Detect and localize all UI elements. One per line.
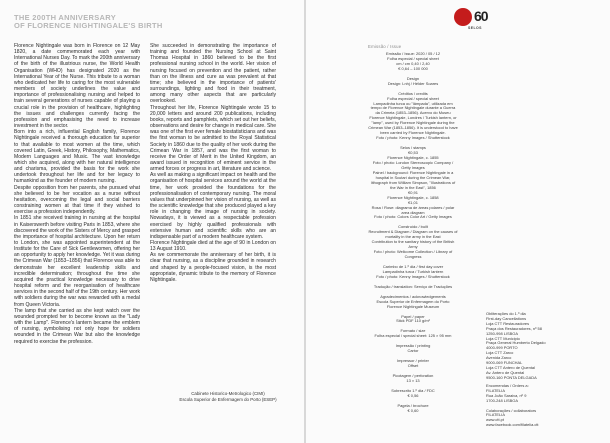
ctt-logo xyxy=(454,6,494,34)
caption-line-2: Escola Superior de Enfermagem do Porto (ESEP) xyxy=(179,396,277,402)
logo-number: 60 xyxy=(474,8,488,24)
technical-credits: Emissão / Issue: 2020 / 05 / 12 Folha especial / special sheet cm / cm 0,40 / 2,40 € 0,64 – 100 000 Design Design: Lnhj / Hélder Soares Créditos / credits Folha especial / special sheet Lampadinha turca ou "lâmpada", utilizada em tempo de Florence Nightingale durante a Guerra da Crimeia (1853–1856). Acervo do Museu Florence Nightingale, Londres / Turkish lantern, or "lamp", used by Florence Nightingale during the Crimean War (1853–1856). It is understood to have been carried by Florence Nightingale. Foto / photo: Kenny Images / Shutterstock Selos / stamps €0,53 Florence Nightingale, c. 1855 Foto / photo: London Stereoscopic Company / Getty Images Painel / background: Florence Nightingale in a hospital in Scutari during the Crimean War, lithograph from William Simpson, "Illustrations of the War in the East", 1856 €0,91 Florence Nightingale, c. 1858 €1,01 Rosa / Rose: diagrama de áreas polares / polar area diagram Foto / photo: Colors Color Art / Getty Images Construído / built Recruitment & Diagram / Diagram on the causes of mortality in the army in the East Contribution to the sanitary history of the British Army Foto / photo: Wellcome Collection / Library of Congress Carimbo de 1.º dia / first day cover Lampadinha turca / Turkish lantern Foto / photo: Kenny Images / Shutterstock Tradução / translation: Serviço de Traduções Agradecimentos / acknowledgements Escola Superior de Enfermagem do Porto Florence Nightingale Museum Papel / paper Stick PDF 110 g/m² Formato / size Folha especial / special sheet: 125 × 95 mm Impressão / printing Cartor Impressor / printer Offset Picotagem / perforation 13 × 13 Sobrescrito 1.º dia / FDC € 0,56 Pagela / brochure € 0,60 xyxy=(368,51,458,413)
image-caption xyxy=(178,391,278,403)
page-title xyxy=(14,14,163,30)
orders-collaborators: Encomendas / Orders a: FILATELIA Rua João Saraiva, nº 9 1700-248 LISBOA Colaborações / collaborators FILATELIA www.ctt.pt www.facebook.com/filatelia.ctt xyxy=(486,383,539,428)
first-day-cancellations: Obliterações do 1.º dia First-day Cancellations Loja CTT Restauradores Praça dos Restauradores, nº 58 1250-998 LISBOA Loja CTT Municipio Praça General Humberto Delgado 4000-999 PORTO Loja CTT Zarco Avenida Zarco 9000-069 FUNCHAL Loja CTT Antero de Quental Av. Antero de Quental 9500-160 PONTA DELGADA xyxy=(486,311,546,380)
title-line-1: THE 200TH ANNIVERSARY xyxy=(14,13,117,22)
caption-line-1: Cabinete Historico-Metrologico (CIMI) xyxy=(191,391,265,396)
article-column-2: She succeeded in demonstrating the importance of training and founded the Nursing School at Saint Thomas Hospital in 1860 believed to be the first professional nursing school in the world. Her vision of nursing focused on prevention and the patient, rather than on the illness and cure as was prevalent at that time; she believed in the importance of patients' surroundings, lighting and food in their treatment, among many other aspects that are particularly overlooked. Throughout her life, Florence Nightingale wrote 15 to 20,000 letters and around 200 publications, including books, reports and pamphlets, which set out her beliefs, observations and desire for change in medical care. She was one of the first ever female biostatisticians and was the first woman to be admitted to the Royal Statistical Society in 1860 due to the quality of her work during the Crimean War in 1857, and was the first woman to receive the Order of Merit in the United Kingdom, an award issued in recognition of eminent service in the armed forces or progress in art, literature and science. As well as making a significant impact on health and the organisation of hospital services around the world at the time, her work provided the foundations for the professionalisation of contemporary nursing. The moral values that underpinned her vision of nursing, as well as the scientific knowledge that she produced played a key role in changing the image of nursing in society. Nowadays, it is viewed as a respectable profession exercised by highly qualified professionals with extensive human and scientific skills who are an indispensable part of a modern healthcare system. Florence Nightingale died at the age of 90 in London on 13 August 1910. As we commemorate the anniversary of her birth, it is clear that nursing, as a discipline grounded in research and shaped by a people-focused vision, is the most appropriate, dynamic tribute to the memory of Florence Nightingale. xyxy=(150,43,276,283)
title-line-2: OF FLORENCE NIGHTINGALE'S BIRTH xyxy=(14,21,163,30)
page-gutter xyxy=(304,0,306,443)
logo-subtitle: SELOS xyxy=(468,26,482,30)
logo-red-circle xyxy=(454,8,472,26)
article-column-1: Florence Nightingale was born in Florence on 12 May 1820, a date commemorated each year with International Nurses Day. To mark the 200th anniversary of the birth of the illustrious nurse, the World Health Organisation (WHO) has designated 2020 as the International Year of the Nurse. This tribute to a woman who dedicated her life to caring for the most vulnerable members of society underlines the value and importance of professionalising nursing and helped to train several generations of nurses capable of playing a crucial role in the provision of healthcare, highlighting the issues and challenges currently facing the profession and emphasising the need to increase investment in the sector. Born into a rich, influential English family, Florence Nightingale received a thorough education far superior to that available to most women at the time, which covered Latin, Greek, History, Philosophy, Mathematics, Modern Languages and Music. The vast knowledge which she acquired, along with her natural intelligence and charisma, provided the basis for the work she undertook throughout her life and for her legacy to humankind as the founder of modern nursing. Despite opposition from her parents, she pursued what she believed to be her vocation as a nurse without hesitation, overcoming the legal and social barriers constraining women at that time if they wished to exercise a profession independently. In 1851 she received training in nursing at the hospital in Kaiserswerth before visiting Paris in 1853, where she discovered the work of the Sisters of Mercy and grasped the importance of hospital architecture. Upon her return to London, she was appointed superintendent at the Institute for the Care of Sick Gentlewomen, offering her an opportunity to apply her knowledge. Yet it was during the Crimean War (1853–1856) that Florence was able to demonstrate her excellent leadership skills and incredible determination; throughout the time she acquired the practical knowledge necessary to drive hospital reform and the reorganisation of healthcare services in the second half of the 19th century. Her work with soldiers during the war was rewarded with a medal from Queen Victoria. The lamp that she carried as she kept watch over the wounded prompted her to become known as the "Lady with the Lamp". Florence's lantern became the emblem of nursing, symbolising not only hope for soldiers wounded in the Crimean War but also the knowledge required to exercise the profession. xyxy=(14,43,140,345)
credits-header: Emissão / Issue xyxy=(368,44,402,49)
